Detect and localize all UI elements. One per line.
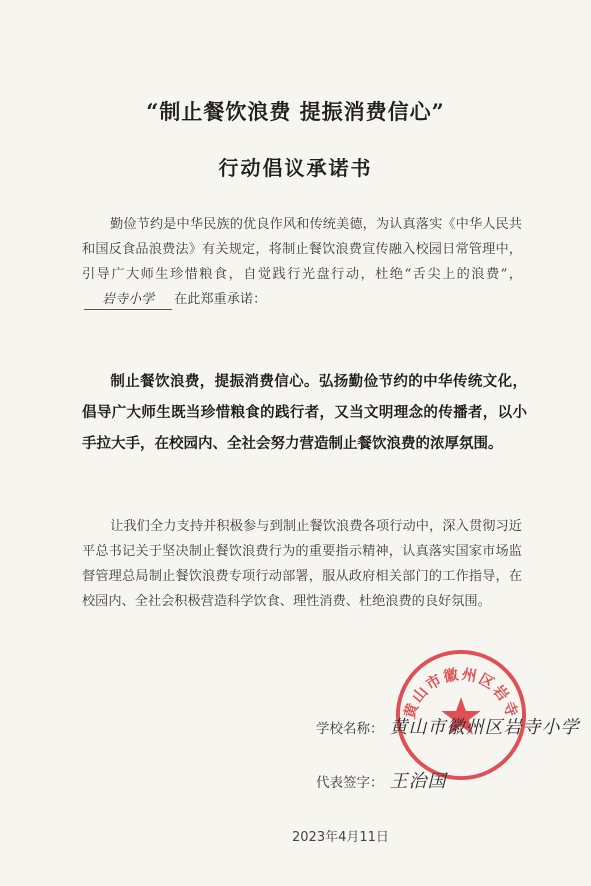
representative-label: 代表签字： (316, 775, 384, 791)
intro-text-end: 在此郑重承诺： (174, 292, 267, 307)
action-text: 让我们全力支持并积极参与到制止餐饮浪费各项行动中，深入贯彻习近平总书记关于坚决制止餐饮浪费行为的重要指示精神，认真落实国家市场监督管理总局制止餐饮浪费专项行动部署，服从政府相关部门的工作指导，在校园内、全社会积极营造科学饮食、理性消费、杜绝浪费的良好氛围。 (82, 519, 522, 609)
school-name-fill: 岩寺小学 (84, 291, 172, 310)
paragraph-intro (82, 212, 522, 312)
school-name-label: 学校名称： (316, 721, 384, 737)
representative-signature: 王治国 (389, 771, 447, 792)
commitment-text: 制止餐饮浪费，提振消费信心。弘扬勤俭节约的中华传统文化，倡导广大师生既当珍惜粮食的践行者，又当文明理念的传播者，以小手拉大手，在校园内、全社会努力营造制止餐饮浪费的浓厚氛围。 (82, 373, 527, 452)
document-title: “制止餐饮浪费 提振消费信心” (146, 99, 445, 124)
document-date: 2023年4月11日 (292, 830, 389, 845)
paragraph-commitment (82, 366, 527, 459)
school-name-row (316, 713, 580, 739)
paragraph-action (82, 514, 522, 614)
document-subtitle: 行动倡议承诺书 (218, 156, 373, 180)
school-name-value: 黄山市徽州区岩寺小学 (389, 717, 580, 738)
intro-text: 勤俭节约是中华民族的优良作风和传统美德，为认真落实《中华人民共和国反食品浪费法》有关规定，将制止餐饮浪费宣传融入校园日常管理中，引导广大师生珍惜粮食，自觉践行光盘行动，杜绝“舌尖上的浪费”， (82, 217, 522, 282)
representative-row (316, 767, 447, 793)
seal-text: 黄山市徽州区岩寺 (401, 665, 521, 721)
